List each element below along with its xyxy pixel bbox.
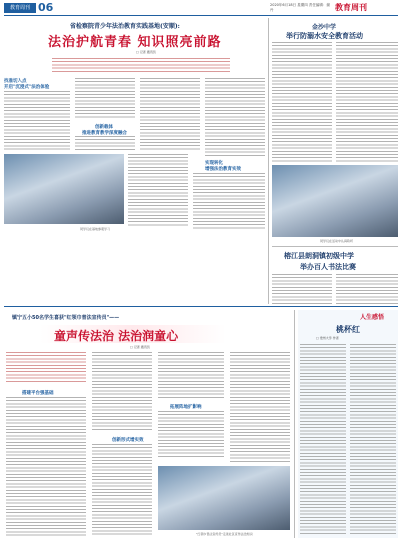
sec1-subheading: 开启"沉浸式"法治体验 [4,85,50,90]
right-mid-title-2: 举办百人书法比赛 [300,262,356,271]
top-article-lead [52,58,230,72]
bottom-col2-text [92,352,152,432]
col1-text [4,91,70,151]
right-top-school: 金沙中学 [312,24,337,31]
community-photo-caption: "红领巾普法宣传员"走进社区宣传法治知识 [196,532,253,536]
column-divider [268,18,269,304]
bottom-col3-text [158,352,224,400]
bottom-sec1: 搭建平台强基础 [22,391,54,396]
issue-date: 2020年6月18日 星期四 责任编辑：谢丹 [270,3,330,12]
bottom-col4-text [230,352,290,462]
bottom-sec3: 拓展阵地扩影响 [170,405,202,410]
sidebar-title: 桃杯红 [336,324,360,334]
activity-photo [272,165,398,237]
section-divider [4,306,398,307]
top-article-title: 法治护航青春 知识照亮前路 [48,35,222,50]
col4-text [205,78,265,156]
top-article-byline: □ 记者 通讯员 [136,50,156,54]
col2-text-b [75,136,135,150]
bottom-col2-text-b [92,444,152,537]
col3-text [128,154,188,226]
sidebar-byline: □ 贵州大学 作者 [316,336,339,340]
photo-caption: 同学们在基地参观学习 [80,227,111,231]
bottom-title: 童声传法治 法治润童心 [54,329,179,343]
top-article-subtitle: 省检察院青少年法治教育实践基地(安顺): [70,23,180,30]
sec3-subheading: 增强法治教育实效 [205,167,241,172]
right-mid-text-a [272,274,332,304]
section-tag: 教育周刊 [4,3,36,13]
sidebar-text-b [350,344,396,536]
sidebar-text-a [300,344,346,536]
sec2-subheading: 推进教育教学深度融合 [82,131,127,136]
bottom-byline: □ 记者 通讯员 [130,345,150,349]
bottom-sec2: 创新形式增实效 [112,438,144,443]
bottom-kicker: 镇宁五小50名学生喜获"红领巾普法宣传员"—— [12,315,120,321]
bottom-col1-text [6,397,86,537]
sidebar-divider [294,310,295,538]
col3-text-top [140,78,200,150]
bottom-col3-text-b [158,411,224,459]
right-top-text-a [272,42,332,162]
sec2-heading: 创新载体 [95,125,113,130]
community-photo [158,466,290,530]
bottom-lead [6,352,86,384]
sec1-heading: 找准切入点 [4,79,27,84]
page-number: 06 [38,1,54,14]
right-mid-title-1: 榕江县朗洞镇初级中学 [284,251,354,260]
sidebar-badge: 人生感悟 [360,314,385,321]
students-photo [4,154,124,224]
sec3-heading: 实现转化 [205,161,223,166]
right-mid-text-b [336,274,398,304]
col4-text-b [193,173,265,229]
right-top-text-b [336,42,398,162]
activity-photo-caption: 同学们在活动中认真聆听 [320,239,354,243]
right-top-title: 举行防溺水安全教育活动 [286,31,363,40]
col2-text [75,78,135,118]
right-mid-rule [272,246,398,247]
masthead-logo: 教育周刊 [335,2,367,12]
header-rule [4,15,398,16]
